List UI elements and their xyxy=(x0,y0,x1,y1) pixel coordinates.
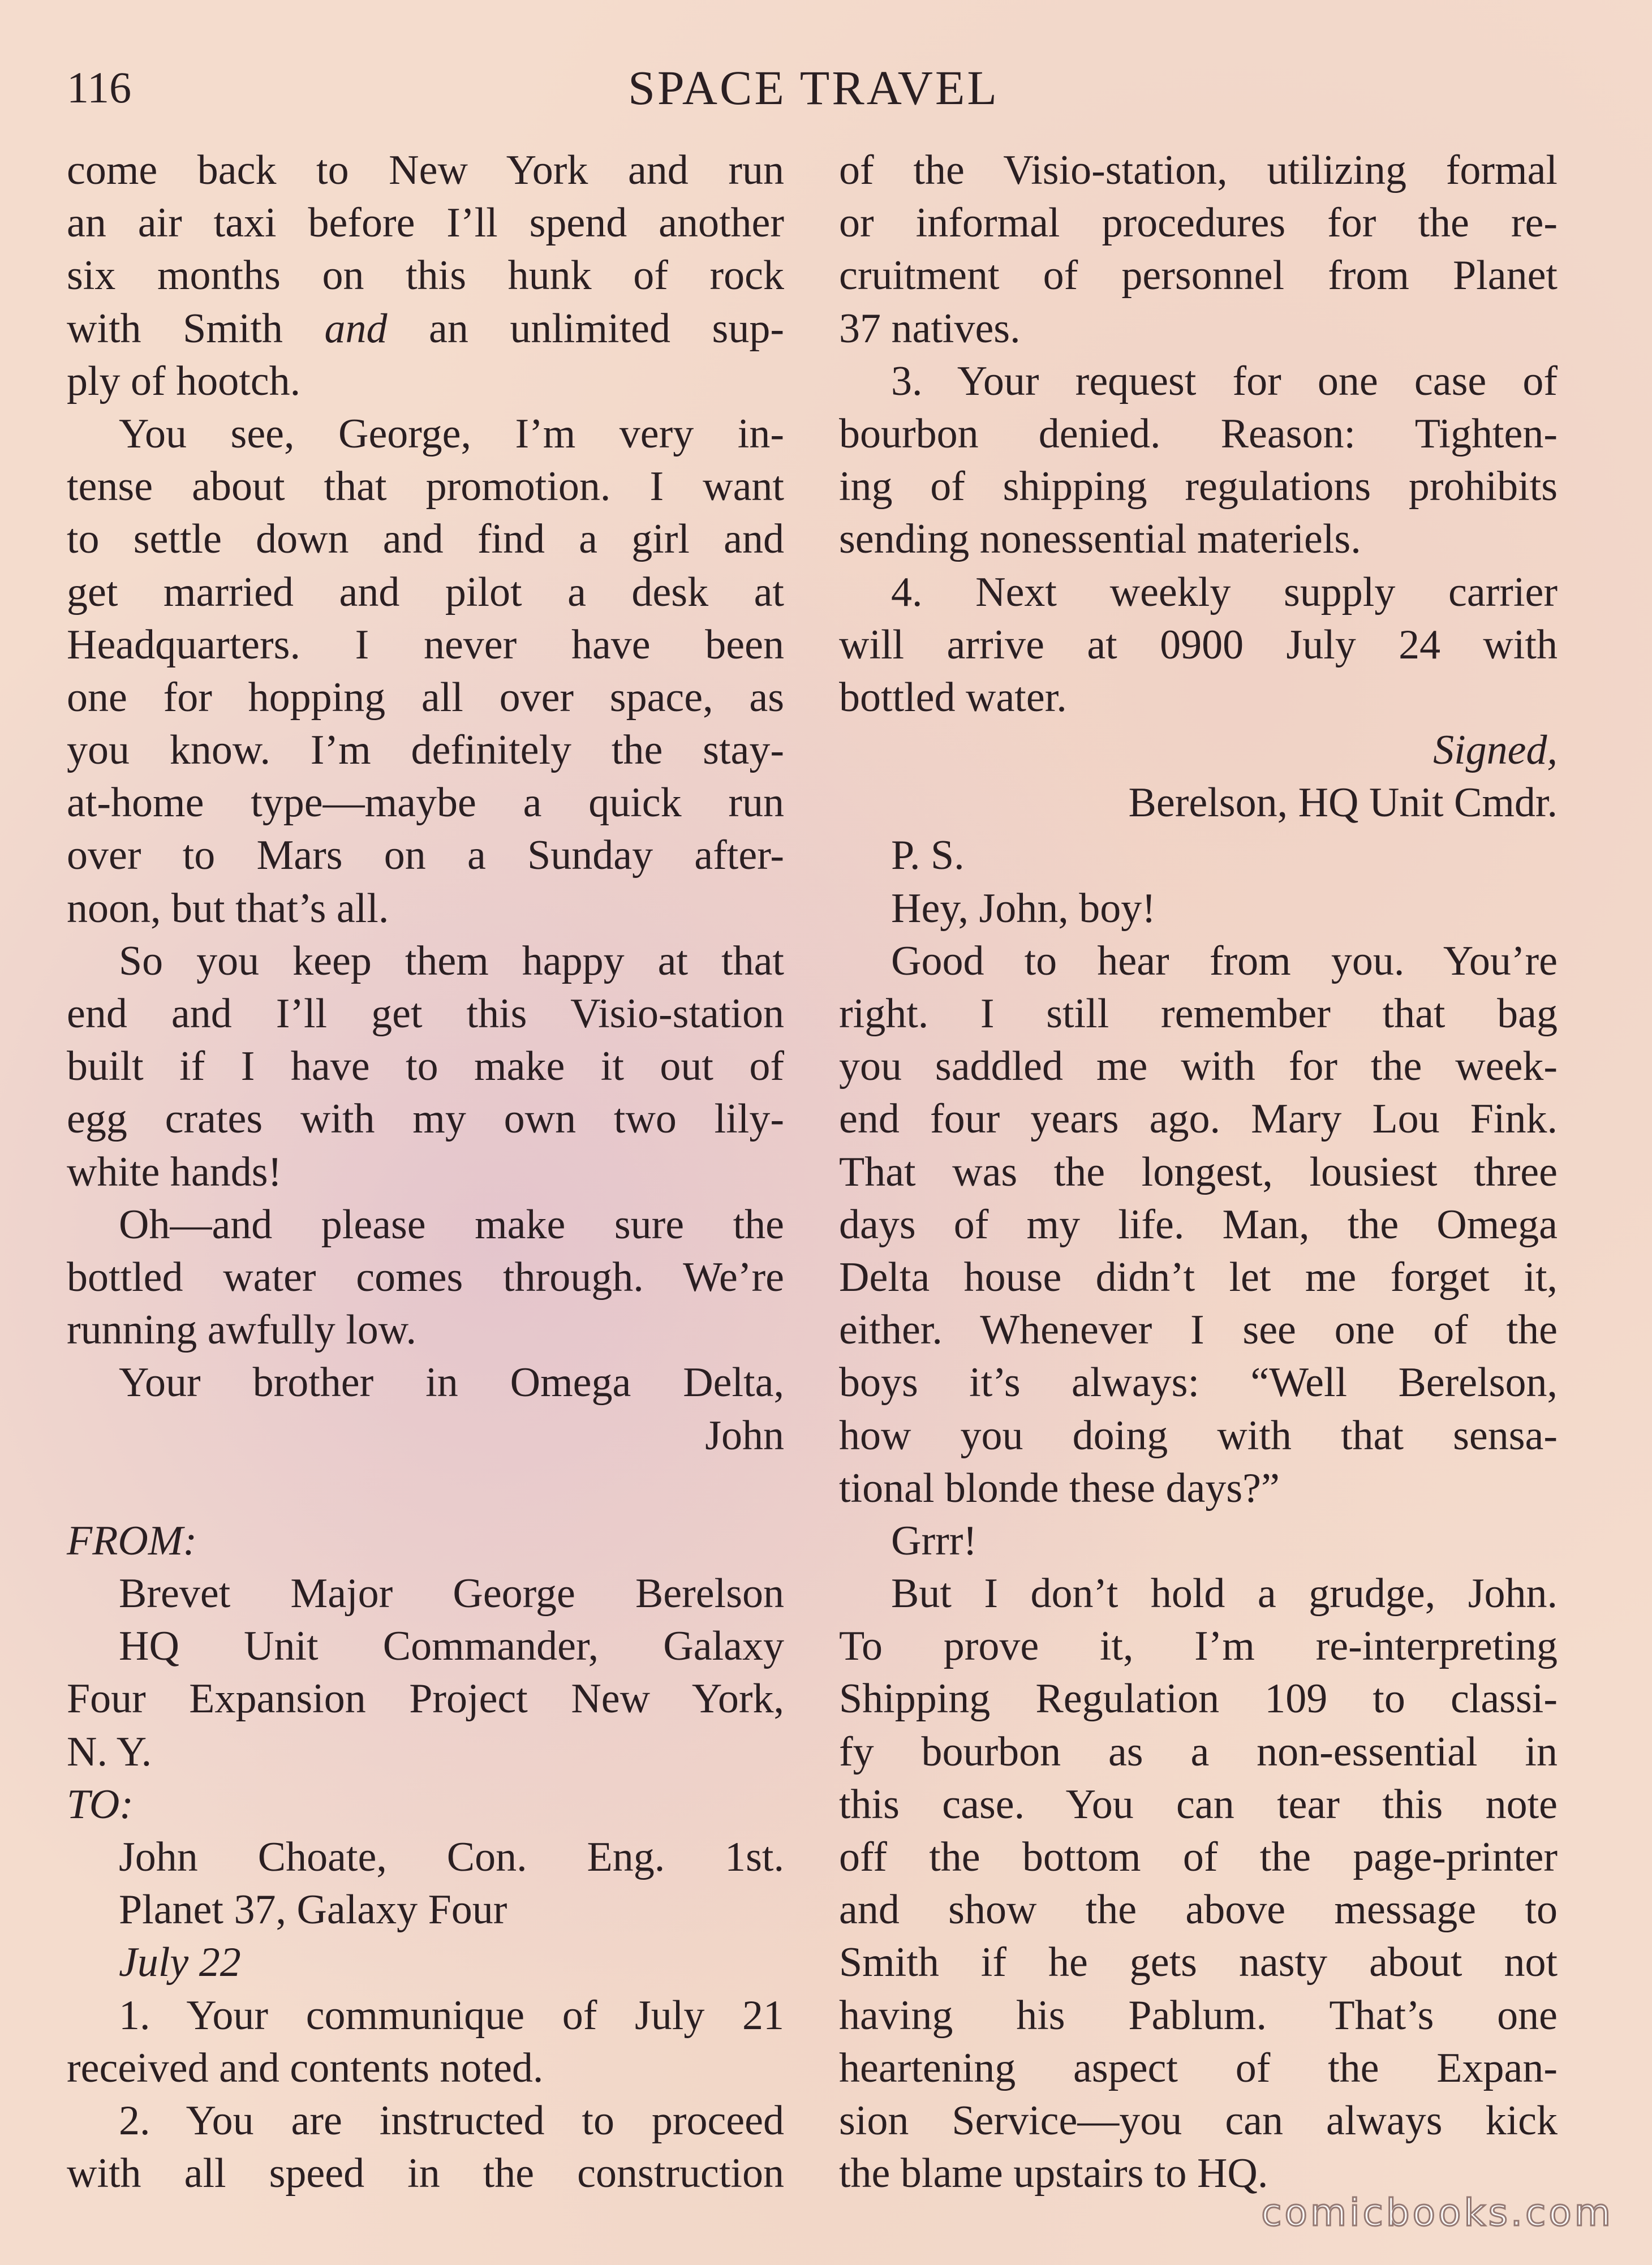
emphasis: and xyxy=(324,305,388,352)
text-line: 3. Your request for one case of xyxy=(891,358,1558,404)
text-line: Brevet Major George Berelson xyxy=(119,1570,784,1617)
left-column xyxy=(67,144,784,2200)
text-line: 2. You are instructed to proceed xyxy=(119,2097,784,2144)
text-line: bottled water comes through. We’re xyxy=(67,1254,784,1301)
text-line: bourbon denied. Reason: Tighten- xyxy=(839,410,1558,457)
text-line: sion Service—you can always kick xyxy=(839,2097,1558,2144)
closing-line: Your brother in Omega Delta, xyxy=(119,1359,784,1406)
signature-line: Berelson, HQ Unit Cmdr. xyxy=(1128,780,1558,826)
text-line: Grrr! xyxy=(891,1517,978,1564)
text-line: Oh—and please make sure the xyxy=(119,1201,784,1248)
text-line: you saddled me with for the week- xyxy=(839,1043,1558,1090)
running-title: SPACE TRAVEL xyxy=(628,61,999,115)
text-line: egg crates with my own two lily- xyxy=(67,1096,784,1143)
text-line: P. S. xyxy=(891,832,965,879)
right-column xyxy=(839,144,1558,2200)
text-line: you know. I’m definitely the stay- xyxy=(67,727,784,774)
text-line: boys it’s always: “Well Berelson, xyxy=(839,1359,1558,1406)
text-line: ply of hootch. xyxy=(67,358,301,404)
text-line: end four years ago. Mary Lou Fink. xyxy=(839,1096,1558,1143)
text-line: To prove it, I’m re-interpreting xyxy=(839,1623,1558,1670)
text-line: get married and pilot a desk at xyxy=(67,569,784,615)
text-line: of the Visio-station, utilizing formal xyxy=(839,147,1558,193)
text-line: bottled water. xyxy=(839,674,1067,721)
text-line: will arrive at 0900 July 24 with xyxy=(839,621,1558,668)
text-line: one for hopping all over space, as xyxy=(67,674,784,721)
text-line: HQ Unit Commander, Galaxy xyxy=(119,1623,784,1670)
from-label: FROM: xyxy=(67,1517,197,1564)
text-line: tense about that promotion. I want xyxy=(67,463,784,510)
text-line: the blame upstairs to HQ. xyxy=(839,2150,1268,2197)
text-line: 1. Your communique of July 21 xyxy=(119,1992,784,2039)
spacer xyxy=(67,1462,784,1515)
text-line: with all speed in the construction xyxy=(67,2150,784,2197)
text-line: end and I’ll get this Visio-station xyxy=(67,991,784,1037)
text-line: Hey, John, boy! xyxy=(891,885,1156,932)
text-line: You see, George, I’m very in- xyxy=(119,410,784,457)
text-line: cruitment of personnel from Planet xyxy=(839,252,1558,299)
text-line: That was the longest, lousiest three xyxy=(839,1148,1558,1195)
text-line: how you doing with that sensa- xyxy=(839,1412,1558,1459)
text-line: at-home type—maybe a quick run xyxy=(67,780,784,826)
text-line: having his Pablum. That’s one xyxy=(839,1992,1558,2039)
to-label: TO: xyxy=(67,1781,134,1828)
text-line: So you keep them happy at that xyxy=(119,937,784,984)
text-line: running awfully low. xyxy=(67,1307,416,1354)
text-line: Delta house didn’t let me forget it, xyxy=(839,1254,1558,1301)
text-line: Four Expansion Project New York, xyxy=(67,1676,784,1723)
text-line: off the bottom of the page-printer xyxy=(839,1834,1558,1880)
text-line: come back to New York and run xyxy=(67,147,784,193)
text-line: either. Whenever I see one of the xyxy=(839,1307,1558,1354)
text-line: white hands! xyxy=(67,1148,282,1195)
text-line: days of my life. Man, the Omega xyxy=(839,1201,1558,1248)
text-line: noon, but that’s all. xyxy=(67,885,389,932)
text-line: Planet 37, Galaxy Four xyxy=(119,1887,507,1934)
text-line: Good to hear from you. You’re xyxy=(891,937,1558,984)
text-line: Shipping Regulation 109 to classi- xyxy=(839,1676,1558,1723)
text-line: built if I have to make it out of xyxy=(67,1043,784,1090)
running-head xyxy=(67,57,1560,119)
text-line: N. Y. xyxy=(67,1728,152,1775)
text-line: with Smith and an unlimited sup- xyxy=(67,305,784,352)
text-line: Headquarters. I never have been xyxy=(67,621,784,668)
text-line: 4. Next weekly supply carrier xyxy=(891,569,1558,615)
text-line: heartening aspect of the Expan- xyxy=(839,2044,1558,2091)
text-line: six months on this hunk of rock xyxy=(67,252,784,299)
date-line: July 22 xyxy=(119,1939,241,1986)
text-line: fy bourbon as a non-essential in xyxy=(839,1728,1558,1775)
signed-label: Signed, xyxy=(1433,727,1558,774)
text-line: But I don’t hold a grudge, John. xyxy=(891,1570,1558,1617)
text-line: to settle down and find a girl and xyxy=(67,516,784,563)
site-watermark: comicbooks.com xyxy=(1261,2191,1614,2234)
page-number: 116 xyxy=(67,63,132,112)
text-line: Smith if he gets nasty about not xyxy=(839,1939,1558,1986)
text-line: 37 natives. xyxy=(839,305,1021,352)
text-line: or informal procedures for the re- xyxy=(839,200,1558,247)
text-line: ing of shipping regulations prohibits xyxy=(839,463,1558,510)
text-line: tional blonde these days?” xyxy=(839,1465,1280,1512)
text-line: received and contents noted. xyxy=(67,2044,544,2091)
text-line: sending nonessential materiels. xyxy=(839,516,1361,563)
text-line: over to Mars on a Sunday after- xyxy=(67,832,784,879)
text-line: this case. You can tear this note xyxy=(839,1781,1558,1828)
signature-name: John xyxy=(705,1412,784,1459)
text-line: right. I still remember that bag xyxy=(839,991,1558,1037)
text-line: an air taxi before I’ll spend another xyxy=(67,200,784,247)
text-line: John Choate, Con. Eng. 1st. xyxy=(119,1834,784,1880)
text-line: and show the above message to xyxy=(839,1887,1558,1934)
